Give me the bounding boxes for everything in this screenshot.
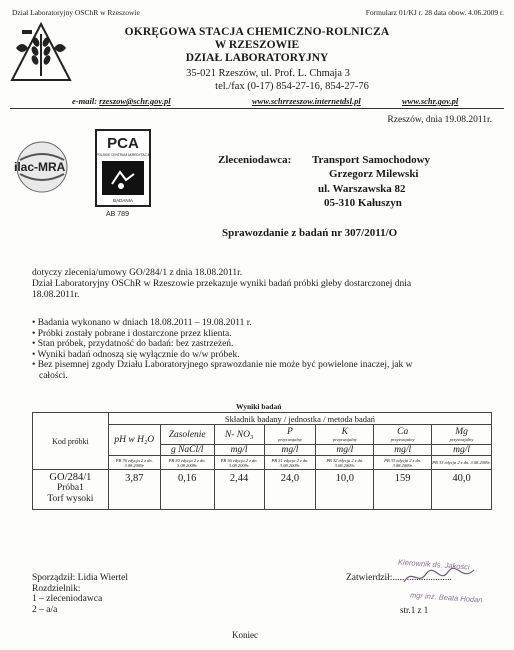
client-street: ul. Warszawska 82 xyxy=(318,183,406,195)
unit-cell: mg/l xyxy=(374,445,432,456)
col-sub: przyswajalny xyxy=(278,437,302,442)
city-date: Rzeszów, dnia 19.08.2011r. xyxy=(387,115,492,125)
form-number: Formularz 01/KJ r. 28 data obow. 4.06.2009 r. xyxy=(365,8,504,17)
client-company: Transport Samochodowy xyxy=(312,154,431,166)
sample-type: Torf wysoki xyxy=(47,494,94,504)
stamp-title: Kierownik ds. Jakości xyxy=(397,557,470,572)
website-link-1[interactable]: www.schrrzeszow.internetdsl.pl xyxy=(252,96,361,106)
signature-block xyxy=(32,573,128,615)
prepared-by: Sporządził: Lidia Wiertel xyxy=(32,573,128,583)
pca-subtitle: POLSKIE CENTRUM AKREDYTACJI xyxy=(96,153,150,157)
method-cell: PB 33 edycja 2 z dn. 3.08.2009r. xyxy=(374,456,432,470)
unit-cell: mg/l xyxy=(264,445,316,456)
list-item: • Bez pisemnej zgody Działu Laboratoryjnego sprawozdanie nie może być powielone inaczej, jak w xyxy=(32,360,413,371)
website-link-2[interactable]: www.schr.gov.pl xyxy=(402,96,459,106)
pca-badanie: BADANIA xyxy=(113,198,133,203)
intro-text-line-1: Dział Laboratoryjny OSChR w Rzeszowie przekazuje wyniki badań próbki gleby dostarczonej dnia xyxy=(32,279,412,289)
list-item: • Stan próbek, przydatność do badań: bez zastrzeżeń. xyxy=(32,339,234,350)
approved-text: Zatwierdził: xyxy=(346,573,393,583)
ilac-text: ilac-MRA xyxy=(14,160,66,174)
email-link[interactable]: rzeszow@schr.gov.pl xyxy=(99,96,171,106)
sample-code-header-text: Kod próbki xyxy=(52,436,89,446)
list-item: • Wyniki badań odnoszą się wyłącznie do w/w próbek. xyxy=(32,349,240,360)
method-cell: PB 31 edycja 2 z dn. 3.08.2009r. xyxy=(264,456,316,470)
distribution-item: 2 – a/a xyxy=(32,604,58,615)
intro-text-line-2: 18.08.2011r. xyxy=(32,290,80,300)
pca-title: PCA xyxy=(107,135,139,152)
notes-list xyxy=(32,318,492,382)
list-item: całości. xyxy=(39,370,68,381)
header-divider xyxy=(10,108,504,109)
org-department: DZIAŁ LABORATORYJNY xyxy=(185,52,329,64)
col-name: Mg xyxy=(455,427,468,437)
value-cell: 3,87 xyxy=(108,470,160,510)
org-name: OKRĘGOWA STACJA CHEMICZNO-ROLNICZA xyxy=(124,26,390,38)
unit-cell: mg/l xyxy=(316,445,374,456)
col-header-phosphorus xyxy=(264,425,316,445)
value-cell: 0,16 xyxy=(160,470,214,510)
pca-logo xyxy=(94,128,152,208)
sample-name: Próba1 xyxy=(56,483,84,493)
col-name: pH w H₂O xyxy=(114,435,155,445)
value-cell: 24,0 xyxy=(264,470,316,510)
page-number: str.1 z 1 xyxy=(400,605,429,615)
col-header-salinity: Zasolenie xyxy=(160,425,214,445)
table-row xyxy=(33,470,492,510)
col-sub: przyswajalny xyxy=(449,437,474,442)
col-name: P xyxy=(287,427,293,437)
col-header-calcium xyxy=(374,425,432,445)
unit-cell: mg/l xyxy=(432,445,492,456)
results-table xyxy=(32,412,492,510)
org-address: 35-021 Rzeszów, ul. Prof. L. Chmaja 3 xyxy=(186,68,350,79)
accreditation-number: AB 789 xyxy=(106,211,129,218)
col-sub: przyswajalny xyxy=(390,437,415,442)
value-cell: 159 xyxy=(374,470,432,510)
unit-cell: g NaCl/l xyxy=(160,445,214,456)
stamp-name: mgr inż. Beata Hodan xyxy=(409,590,483,605)
order-reference: dotyczy zlecenia/umowy GO/284/1 z dnia 18.08.2011r. xyxy=(32,268,243,278)
method-cell: PB 33 edycja 2 z dn. 3.08.2009r. xyxy=(432,456,492,470)
client-label: Zleceniodawca: xyxy=(218,154,292,166)
col-header-potassium xyxy=(316,425,374,445)
value-cell: 40,0 xyxy=(432,470,492,510)
col-header-ph xyxy=(108,425,160,456)
header-org-short: Dział Laboratoryjny OSChR w Rzeszowie xyxy=(12,8,140,17)
col-sub: przyswajalny xyxy=(332,437,357,442)
signature-icon xyxy=(400,566,480,588)
ilac-mra-logo-icon xyxy=(10,140,74,194)
method-cell: PB 76 edycja 2 z dn. 3.08.2009r xyxy=(108,456,160,470)
value-cell: 2,44 xyxy=(214,470,264,510)
report-title: Sprawozdanie z badań nr 307/2011/O xyxy=(222,227,398,239)
col-name: K xyxy=(341,427,348,437)
approved-label: Zatwierdził:......................... xyxy=(346,573,452,583)
org-city: W RZESZOWIE xyxy=(214,39,300,51)
method-cell: PB 36 edycja 2 z dn. 3.08.2009r. xyxy=(214,456,264,470)
col-name: Ca xyxy=(397,427,409,437)
distribution-item: 1 – zleceniodawca xyxy=(32,594,103,604)
table-title: Wyniki badań xyxy=(236,402,282,411)
email-block xyxy=(72,96,171,106)
value-cell: 10,0 xyxy=(316,470,374,510)
client-person: Grzegorz Milewski xyxy=(329,168,419,180)
col-header-nitrate: N- NO₃ xyxy=(214,425,264,445)
method-cell: PB 32 edycja 2 z dn. 3.08.2009r. xyxy=(316,456,374,470)
group-header: Składnik badany / jednostka / metoda badań xyxy=(108,413,491,425)
email-label: e-mail: xyxy=(72,96,98,106)
document-end: Koniec xyxy=(232,630,258,640)
method-cell: PB 30 edycja 2 z dn. 3.08.2009r. xyxy=(160,456,214,470)
sample-code-header xyxy=(33,413,109,470)
sample-code: GO/284/1 xyxy=(49,472,92,483)
pca-badge-icon xyxy=(94,128,152,208)
col-header-magnesium xyxy=(432,425,492,445)
distribution-label: Rozdzielnik: xyxy=(32,583,81,594)
list-item: • Próbki zostały pobrane i dostarczone przez klienta. xyxy=(32,328,232,339)
unit-cell: mg/l xyxy=(214,445,264,456)
sample-cell xyxy=(33,470,109,510)
org-phone: tel./fax (0-17) 854-27-16, 854-27-76 xyxy=(215,81,369,92)
client-city: 05-310 Kałuszyn xyxy=(324,197,402,209)
list-item: • Badania wykonano w dniach 18.08.2011 – 19.08.2011 r. xyxy=(32,318,252,328)
